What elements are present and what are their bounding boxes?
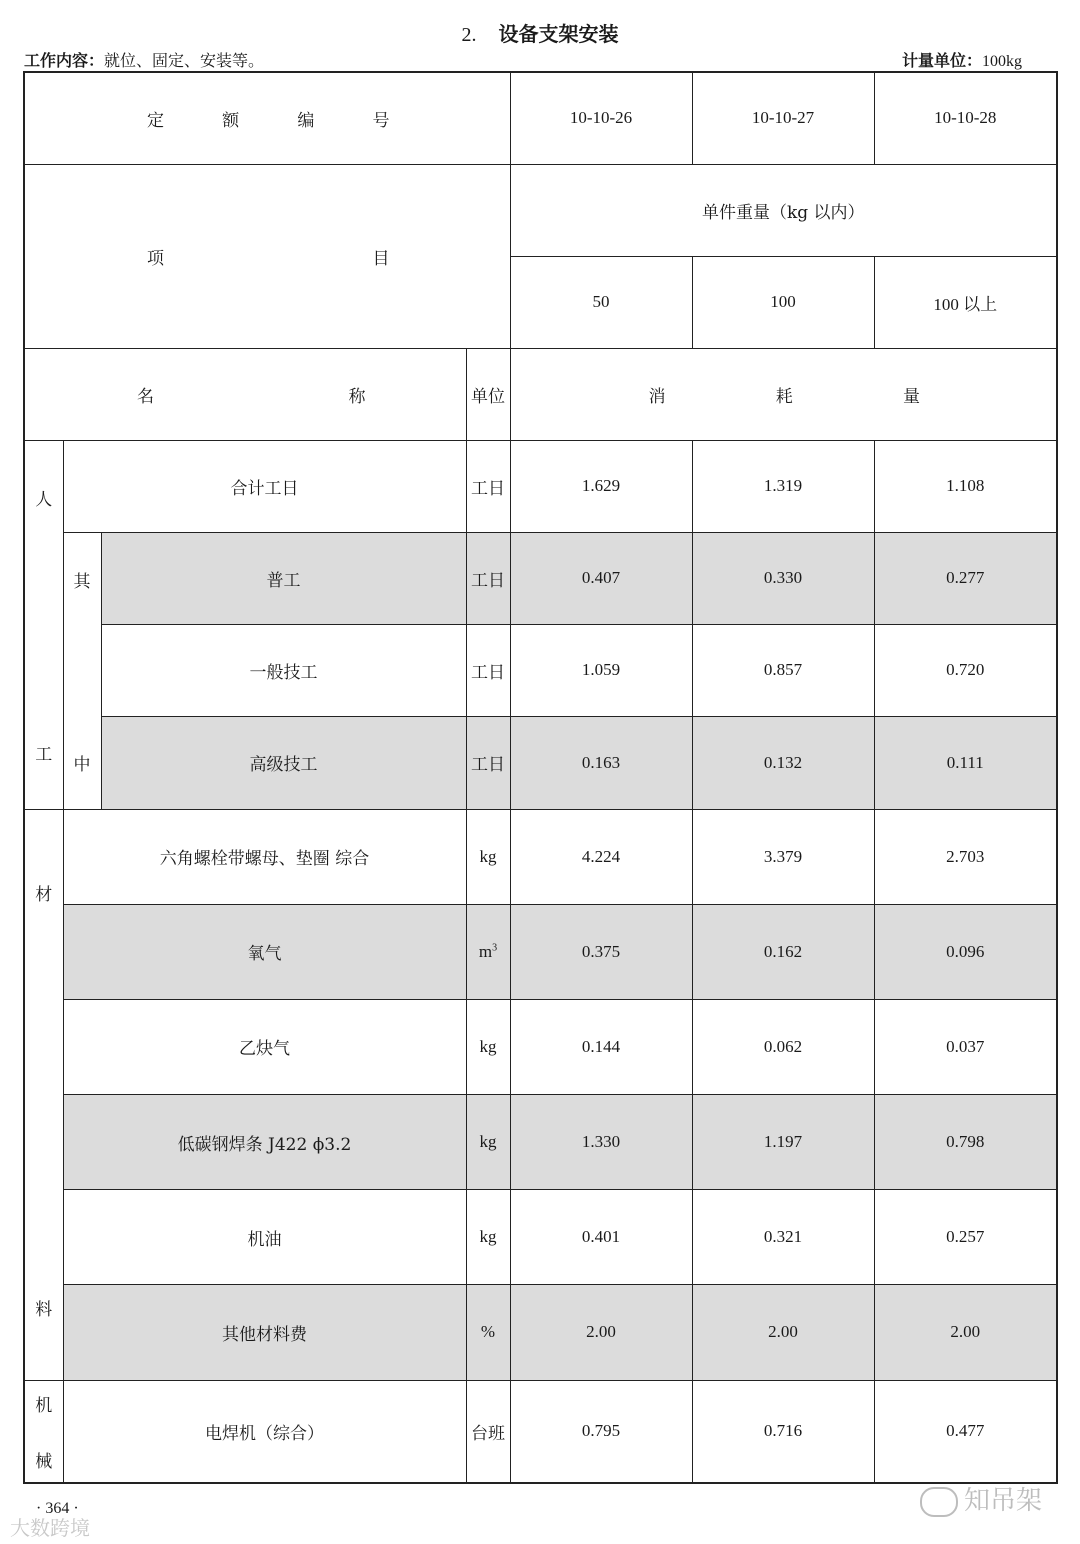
row-value: 2.00: [510, 1285, 692, 1380]
row-value: 3.379: [692, 809, 874, 904]
quota-code: 10-10-26: [510, 72, 692, 164]
row-value: 0.277: [874, 532, 1057, 624]
measure-unit-label: 计量单位：: [901, 51, 982, 70]
row-unit: 工日: [466, 532, 510, 624]
page-number: · 364 ·: [36, 1500, 79, 1517]
row-value: 0.716: [692, 1380, 874, 1483]
sub-category-label: 其 中: [63, 532, 101, 809]
quota-code: 10-10-28: [874, 72, 1057, 164]
row-value: 1.197: [692, 1094, 874, 1189]
quota-table: [23, 71, 1058, 1484]
row-value: 0.401: [510, 1190, 692, 1285]
row-unit: $m^3$: [466, 904, 510, 999]
work-content-label: 工作内容：: [24, 51, 105, 70]
row-unit: kg: [466, 809, 510, 904]
row-name: 普工: [101, 532, 466, 624]
row-value: 0.162: [692, 904, 874, 999]
section-title: 设备支架安装: [498, 22, 619, 46]
weight-value: 100: [692, 256, 874, 348]
chat-bubble-icon: [920, 1487, 958, 1517]
row-value: 0.407: [510, 532, 692, 624]
table-row: [24, 532, 1057, 624]
category-machinery: 机 械: [24, 1380, 63, 1483]
watermark-left-text: 大数跨境: [10, 1516, 90, 1540]
page-title: [0, 18, 1080, 47]
row-value: 0.132: [692, 717, 874, 809]
row-unit: %: [466, 1285, 510, 1380]
weight-value: 100 以上: [874, 256, 1057, 348]
table-row: [24, 1380, 1057, 1483]
category-labor: 人 工: [24, 440, 63, 809]
row-name: 一般技工: [101, 624, 466, 716]
column-header-row: [24, 348, 1057, 440]
weight-value: 50: [510, 256, 692, 348]
row-unit: 工日: [466, 624, 510, 716]
row-value: 0.720: [874, 624, 1057, 716]
row-value: 0.477: [874, 1380, 1057, 1483]
quota-number-label: 定 额 编 号: [24, 72, 510, 164]
row-name: 其他材料费: [63, 1285, 466, 1380]
row-value: 0.330: [692, 532, 874, 624]
table-row: [24, 1094, 1057, 1189]
row-unit: 工日: [466, 440, 510, 532]
row-value: 0.037: [874, 999, 1057, 1094]
name-label: 名 称: [24, 348, 466, 440]
quota-code: 10-10-27: [692, 72, 874, 164]
work-content: [24, 48, 264, 71]
row-value: 4.224: [510, 809, 692, 904]
row-value: 1.629: [510, 440, 692, 532]
row-name: 机油: [63, 1190, 466, 1285]
row-value: 0.257: [874, 1190, 1057, 1285]
item-label: 项 目: [24, 164, 510, 348]
row-name: 电焊机（综合）: [63, 1380, 466, 1483]
row-unit: 工日: [466, 717, 510, 809]
row-unit: kg: [466, 1190, 510, 1285]
measure-unit-value: 100kg: [982, 53, 1022, 70]
table-row: [24, 809, 1057, 904]
work-content-value: 就位、固定、安装等。: [104, 51, 265, 70]
row-value: 1.330: [510, 1094, 692, 1189]
watermark-right-text: 知吊架: [964, 1486, 1043, 1516]
row-value: 2.703: [874, 809, 1057, 904]
row-unit: kg: [466, 999, 510, 1094]
row-name: 六角螺栓带螺母、垫圈 综合: [63, 809, 466, 904]
table-row: [24, 624, 1057, 716]
watermark-right: [920, 1480, 1042, 1517]
table-row: [24, 440, 1057, 532]
row-name: 合计工日: [63, 440, 466, 532]
category-materials: 材 料: [24, 809, 63, 1380]
consumption-label: 消 耗 量: [510, 348, 1057, 440]
row-value: 0.321: [692, 1190, 874, 1285]
quota-code-row: [24, 72, 1057, 164]
row-value: 1.319: [692, 440, 874, 532]
row-name: 乙炔气: [63, 999, 466, 1094]
section-number: 2.: [461, 24, 477, 46]
row-name: 低碳钢焊条 J422 ϕ3.2: [63, 1094, 466, 1189]
row-value: 0.163: [510, 717, 692, 809]
table-row: [24, 1190, 1057, 1285]
row-value: 0.798: [874, 1094, 1057, 1189]
row-value: 2.00: [692, 1285, 874, 1380]
table-row: [24, 717, 1057, 809]
row-value: 0.096: [874, 904, 1057, 999]
row-value: 1.059: [510, 624, 692, 716]
row-value: 0.375: [510, 904, 692, 999]
table-row: [24, 904, 1057, 999]
row-value: 0.111: [874, 717, 1057, 809]
row-name: 高级技工: [101, 717, 466, 809]
row-value: 1.108: [874, 440, 1057, 532]
row-name: 氧气: [63, 904, 466, 999]
watermark-left: [10, 1512, 90, 1541]
table-row: [24, 999, 1057, 1094]
row-unit: 台班: [466, 1380, 510, 1483]
weight-header-row: [24, 164, 1057, 256]
measure-unit: [902, 48, 1022, 71]
row-unit: kg: [466, 1094, 510, 1189]
row-value: 0.857: [692, 624, 874, 716]
row-value: 0.795: [510, 1380, 692, 1483]
weight-header: 单件重量（kg 以内）: [510, 164, 1057, 256]
row-value: 0.062: [692, 999, 874, 1094]
row-value: 0.144: [510, 999, 692, 1094]
unit-label: 单位: [466, 348, 510, 440]
row-value: 2.00: [874, 1285, 1057, 1380]
table-row: [24, 1285, 1057, 1380]
